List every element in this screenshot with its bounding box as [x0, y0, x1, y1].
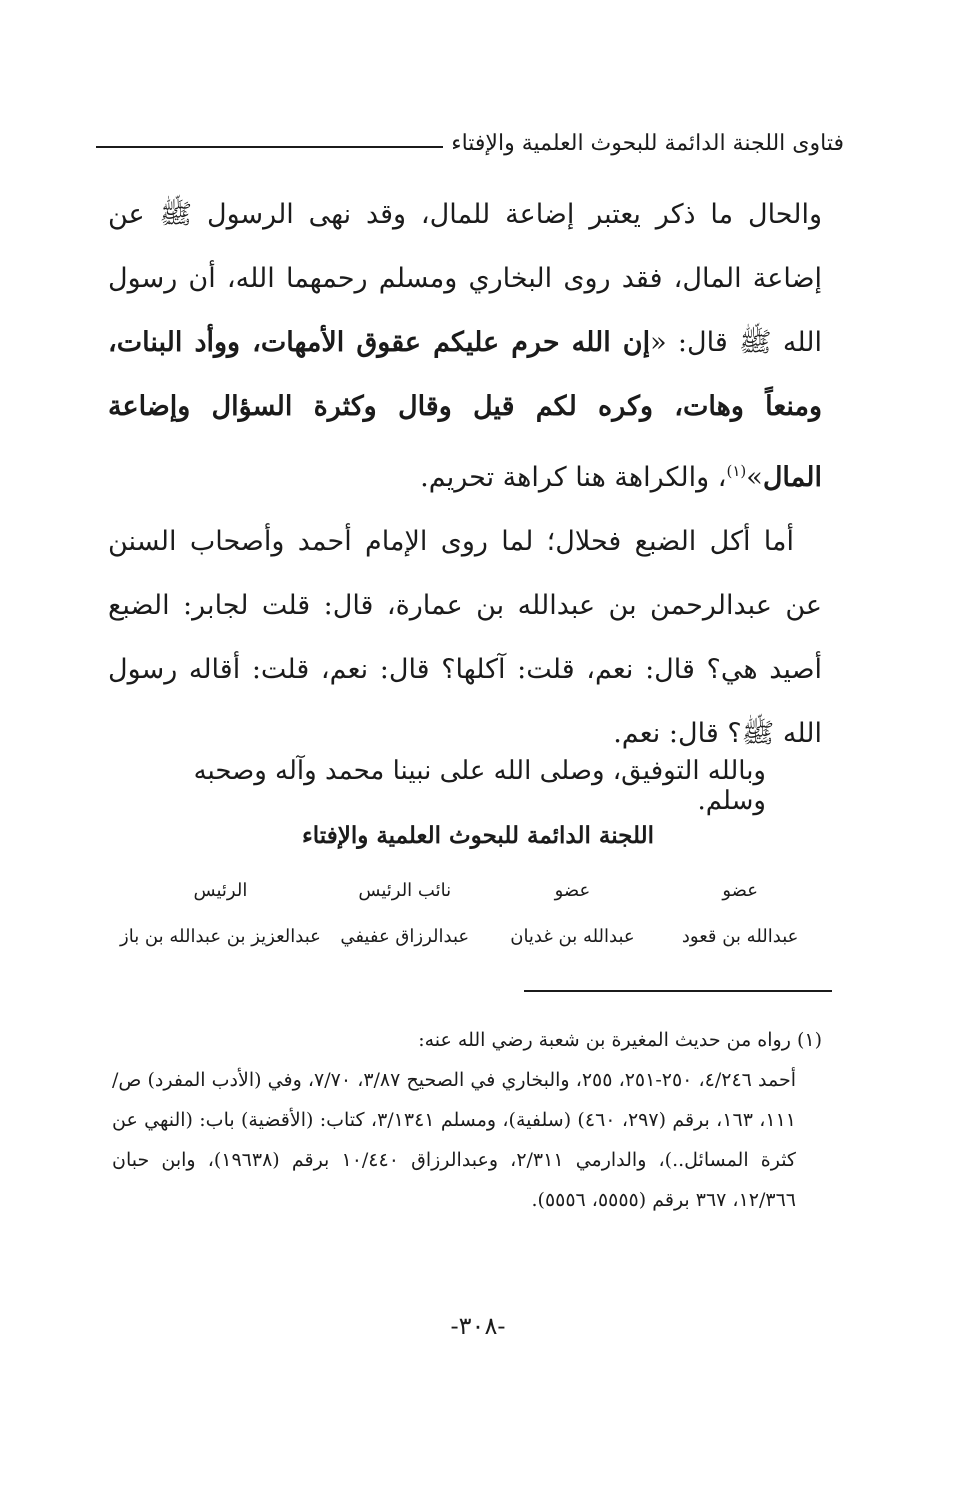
member-2-name: عبدالله بن غديان — [510, 926, 635, 947]
member-3-name: عبدالرزاق عفيفي — [340, 926, 470, 947]
footnote-1-body: أحمد ٤/٢٤٦، ٢٥٠-٢٥١، ٢٥٥، والبخاري في الصحيح ٣/٨٧، ٧/٧٠، وفي (الأدب المفرد) ص/١١١، ١٦٣، برقم (٢٩٧، ٤٦٠) (سلفية)، ومسلم ٣/١٣٤١، كتاب: (الأقضية) باب: (النهي عن كثرة المسائل..)، والدارمي ٢/٣١١، وعبدالرزاق ١٠/٤٤٠ برقم (١٩٦٣٨)، وابن حبان ١٢/٣٦٦، ٣٦٧ برقم (٥٥٥٥، ٥٥٥٦). — [112, 1069, 797, 1211]
member-4-role: الرئيس — [193, 880, 248, 901]
member-1-name: عبدالله بن قعود — [681, 926, 799, 947]
member-3-role: نائب الرئيس — [358, 880, 452, 901]
footnote-1-marker: (١) — [796, 1029, 822, 1051]
paragraph-2: أما أكل الضبع فحلال؛ لما روى الإمام أحمد وأصحاب السنن عن عبدالرحمن بن عبدالله بن عمارة، قال: قلت لجابر: الضبع أصيد هي؟ قال: نعم، قلت: آكلها؟ قال: نعم، قلت: أقاله رسول الله ﷺ؟ قال: نعم. — [108, 526, 822, 749]
member-1-role: عضو — [722, 880, 758, 901]
committee-title: اللجنة الدائمة للبحوث العلمية والإفتاء — [301, 822, 655, 849]
running-header — [96, 116, 844, 156]
footnote-reference: (١) — [726, 462, 747, 480]
running-header-title: فتاوى اللجنة الدائمة للبحوث العلمية والإفتاء — [451, 131, 844, 156]
footnote-1-intro-line — [112, 1020, 822, 1060]
closing-formula: وبالله التوفيق، وصلى الله على نبينا محمد وآله وصحبه وسلم. — [193, 756, 766, 816]
paragraph-1 — [108, 183, 822, 510]
footnotes — [112, 1020, 822, 1220]
hadith-quote: إن الله حرم عليكم عقوق الأمهات، ووأد البنات، ومنعاً وهات، وكره لكم قيل وقال وكثرة السؤال وإضاعة المال — [108, 327, 822, 493]
signature-block — [120, 868, 824, 960]
member-2-role: عضو — [554, 880, 591, 901]
quote-close: » — [746, 462, 763, 493]
paragraph-1-end: ، والكراهة هنا كراهة تحريم. — [420, 462, 727, 493]
footnote-separator — [524, 990, 832, 992]
page-number: -٣٠٨- — [450, 1312, 506, 1340]
footnote-1-intro: رواه من حديث المغيرة بن شعبة رضي الله عنه: — [418, 1029, 791, 1051]
main-text — [108, 183, 822, 766]
header-rule — [96, 146, 443, 148]
member-4-name: عبدالعزيز بن عبدالله بن باز — [120, 926, 321, 947]
paragraph-1-intro: والحال ما ذكر يعتبر إضاعة للمال، وقد نهى الرسول ﷺ عن إضاعة المال، فقد روى البخاري ومسلم رحمهما الله، أن رسول الله ﷺ قال: « — [108, 199, 823, 358]
